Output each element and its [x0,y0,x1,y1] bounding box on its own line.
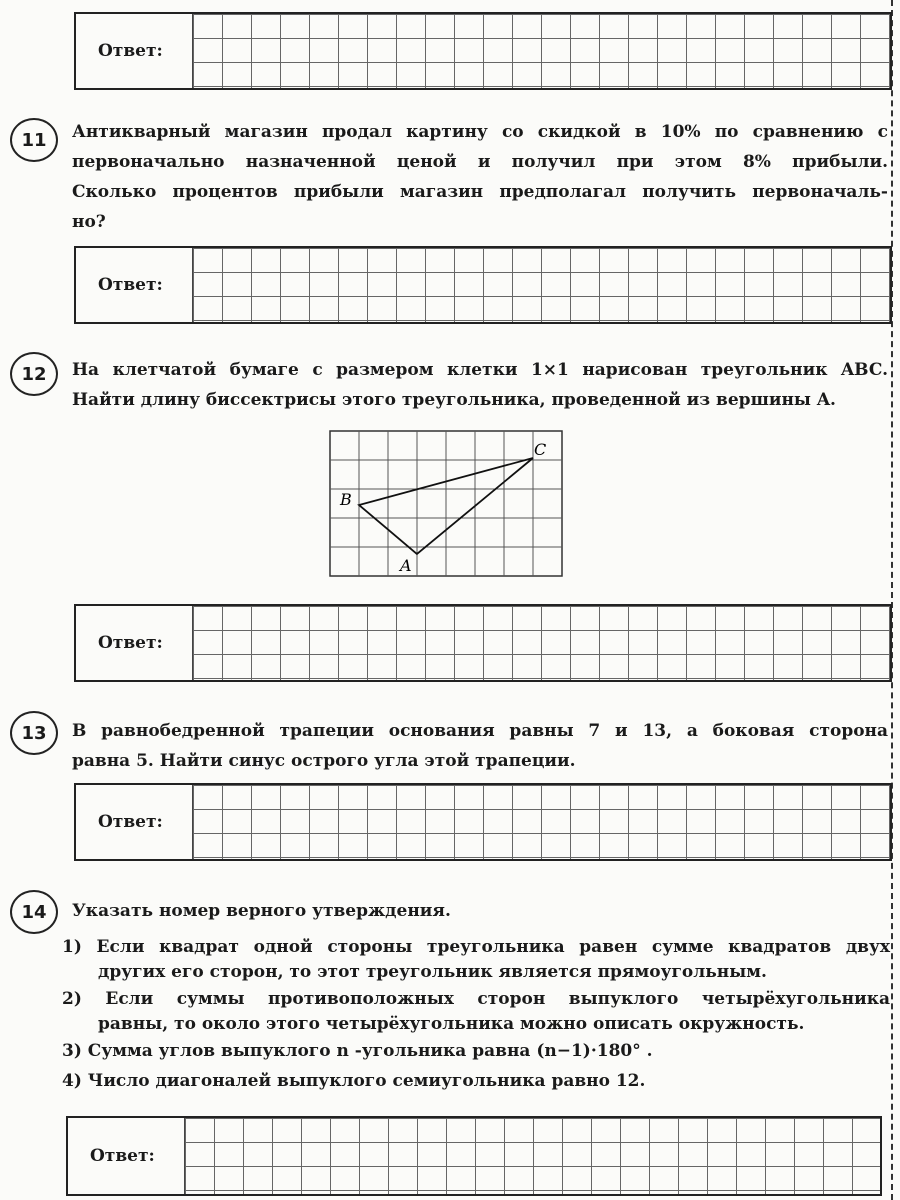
question-number-12: 12 [10,352,58,396]
option-line: 2) Если суммы противоположных сторон выпуклого четырёхугольника [62,989,890,1009]
question-number-13: 13 [10,711,58,755]
question-line: Указать номер верного утверждения. [72,901,451,921]
answer-box-14 [66,1116,882,1196]
answer-grid-14[interactable] [184,1118,880,1194]
question-number-11: 11 [10,118,58,162]
option-line: 4) Число диагоналей выпуклого семиугольника равно 12. [62,1071,646,1091]
answer-label: Ответ: [98,275,163,295]
option-line: 3) Сумма углов выпуклого n -угольника равна (n−1)·180° . [62,1041,653,1061]
answer-label: Ответ: [98,41,163,61]
option-line: 1) Если квадрат одной стороны треугольника равен сумме квадратов двух [62,937,890,957]
question-line: равна 5. Найти синус острого угла этой трапеции. [72,751,576,771]
vertex-label-a: A [400,556,412,575]
question-text-12-lines [72,355,888,415]
dashed-cut-line [891,0,893,1200]
answer-label: Ответ: [98,812,163,832]
option-4 [62,1069,890,1094]
question-line: но? [72,212,106,232]
question-line: первоначально назначенной ценой и получил при этом 8% прибыли. [72,152,888,172]
answer-box-11 [74,246,892,324]
question-line: Найти длину биссектрисы этого треугольника, проведенной из вершины A. [72,390,836,410]
answer-box-12 [74,604,892,682]
question-line: На клетчатой бумаге с размером клетки 1×1 нарисован треугольник ABC. [72,360,888,380]
answer-box-10 [74,12,892,90]
answer-grid-10[interactable] [192,14,890,88]
answer-box-13 [74,783,892,861]
vertex-label-b: B [340,490,352,509]
answer-grid-11[interactable] [192,248,890,322]
option-3 [62,1039,890,1064]
triangle-grid-figure [320,425,580,585]
question-text-11 [72,117,888,237]
answer-label: Ответ: [98,633,163,653]
question-text-14 [72,896,888,926]
question-number-14: 14 [10,890,58,934]
vertex-label-c: C [534,440,547,459]
answer-grid-13[interactable] [192,785,890,859]
question-line: Антикварный магазин продал картину со скидкой в 10% по сравнению с [72,122,888,142]
option-line: других его сторон, то этот треугольник является прямоугольным. [98,962,767,982]
option-2 [62,987,890,1037]
answer-label: Ответ: [90,1146,155,1166]
question-line: В равнобедренной трапеции основания равны 7 и 13, а боковая сторона [72,721,888,741]
answer-grid-12[interactable] [192,606,890,680]
option-line: равны, то около этого четырёхугольника можно описать окружность. [98,1014,805,1034]
question-text-13 [72,716,888,776]
option-1 [62,935,890,985]
question-line: Сколько процентов прибыли магазин предполагал получить первоначаль- [72,182,888,202]
